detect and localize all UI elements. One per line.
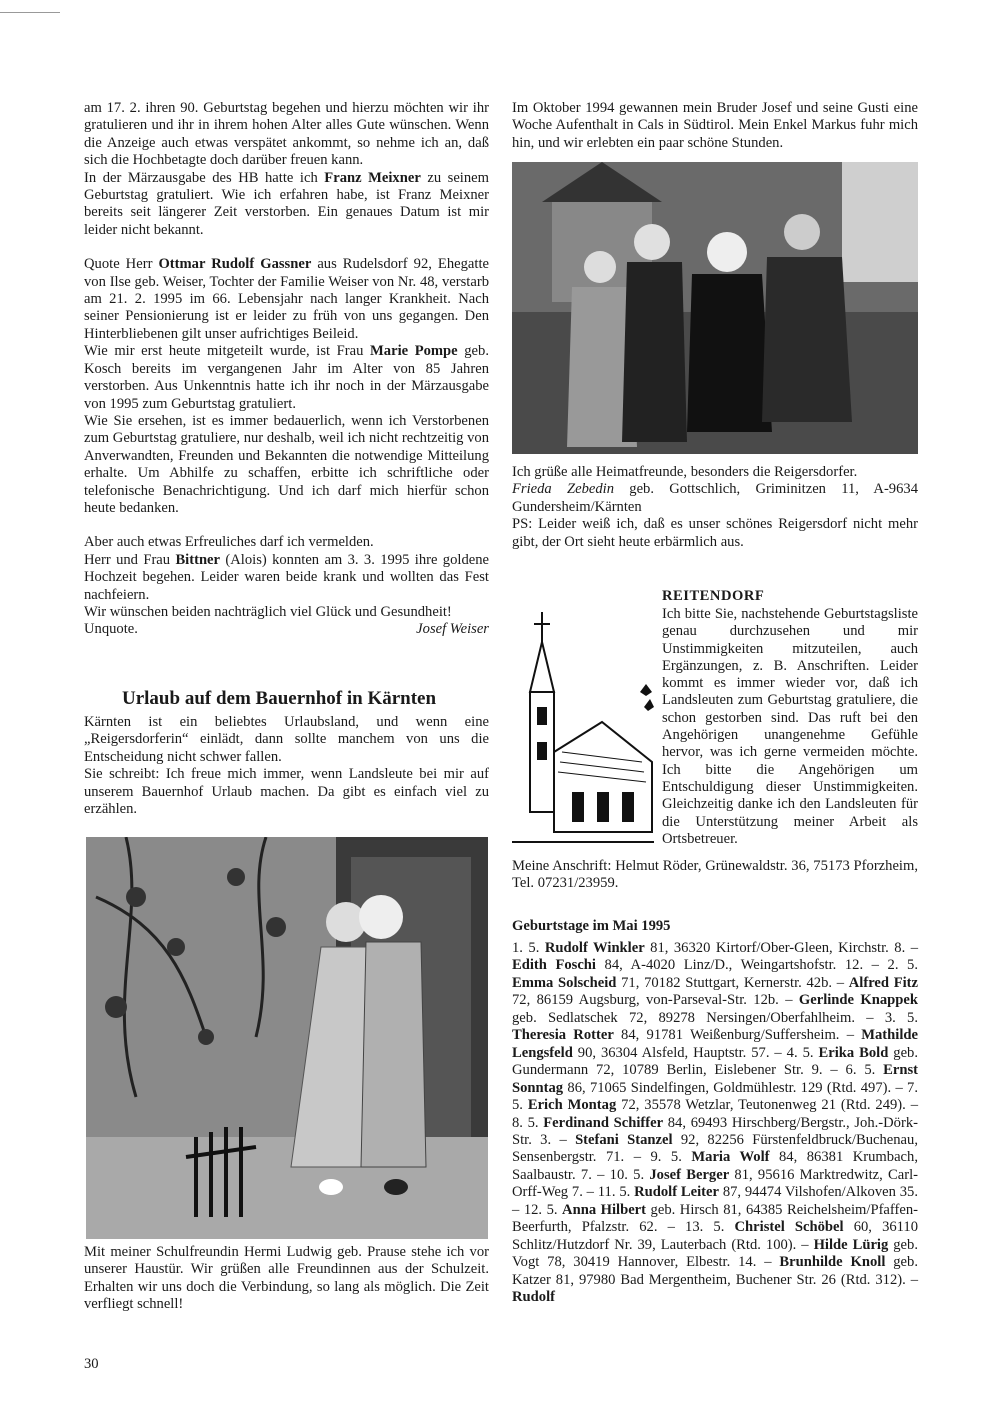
- birthday-details: 87, 94474 Vilshofen/Alkoven 35. – 12. 5.: [512, 1184, 918, 1218]
- paragraph: Herr und Frau Bittner (Alois) konnten am 3. 3. 1995 ihre goldene Hochzeit begehen. Leider waren beide krank und wollten das Fest nachfeiern.: [84, 551, 489, 603]
- church-drawing: [512, 612, 654, 848]
- paragraph: In der Märzausgabe des HB hatte ich Franz Meixner zu seinem Geburtstag gratuliert. Wie ich erfahren habe, ist Franz Meixner bereits seit längerer Zeit verstorben. Ein genaues Datum ist mir leider nicht bekannt.: [84, 169, 489, 238]
- right-photo-caption: [512, 464, 918, 551]
- photo-caption: Mit meiner Schulfreundin Hermi Ludwig geb. Prause stehe ich vor unserer Haustür. Wir grüßen alle Freundinnen aus der Schulzeit. Erhalten wir uns doch die Verbindung, so lang als möglich. Die Zeit verfliegt schnell!: [84, 1244, 489, 1313]
- birthday-details: 81, 36320 Kirtorf/Ober-Gleen, Kirchstr. 8. –: [644, 940, 919, 956]
- birthday-name: Stefani Stanzel: [575, 1131, 673, 1148]
- birthday-list: [512, 940, 918, 1307]
- person-name: Marie Pompe: [370, 343, 458, 360]
- photo-illustration: [512, 162, 918, 454]
- paragraph: Aber auch etwas Erfreuliches darf ich vermelden.: [84, 534, 374, 551]
- birthday-details: 90, 36304 Alsfeld, Hauptstr. 57. – 4. 5.: [572, 1044, 819, 1061]
- birthday-name: Erich Montag: [527, 1097, 617, 1114]
- greeting: Ich grüße alle Heimatfreunde, besonders die Reigersdorfer.: [512, 464, 858, 480]
- reitendorf-text: Ich bitte Sie, nachstehende Geburtstagsliste genau durchzusehen und mir Unstimmigkeiten mitzuteilen, auch Ergänzungen, z. B. Anschriften. Leider kommt es immer wieder vor, daß ich Landsleuten zum Geburtstag gratuliere, die schon gestorben sind. Das ruft bei den Angehörigen unangenehme Gefühle hervor, was ich gerne vermeiden möchte. Ich bitte die Angehörigen um Entschuldigung dieser Unstimmigkeiten. Gleichzeitig danke ich den Landsleuten für die Unterstützung meiner Arbeit als Ortsbetreuer.: [662, 606, 918, 847]
- birthday-name: Rudolf Leiter: [634, 1184, 719, 1201]
- photo-group-in-south-tyrol: [512, 162, 918, 454]
- birthday-details: geb. Katzer 81, 97980 Bad Mergentheim, Buchener Str. 26 (Rtd. 312). –: [512, 1254, 918, 1288]
- contact-address: Meine Anschrift: Helmut Röder, Grünewaldstr. 36, 75173 Pforzheim, Tel. 07231/23959.: [512, 858, 918, 892]
- person-name: Ottmar Rudolf Gassner: [158, 256, 312, 273]
- birthday-name: Maria Wolf: [691, 1149, 770, 1166]
- article-heading: Urlaub auf dem Bauernhof in Kärnten: [122, 688, 437, 709]
- birthday-name: Gerlinde Knappek: [798, 992, 918, 1009]
- birthday-name: Ferdinand Schiffer: [543, 1114, 664, 1131]
- paragraph: Wie mir erst heute mitgeteilt wurde, ist Frau Marie Pompe geb. Kosch bereits im vergangenen Jahr im Alter von 85 Jahren verstorben. Aus Unkenntnis hatte ich ihr noch in der Märzausgabe von 1995 zum Geburtstag gratuliert.: [84, 343, 489, 412]
- birthday-name: Hilde Lürig: [813, 1236, 889, 1253]
- paragraph: Kärnten ist ein beliebtes Urlaubsland, und wenn eine „Reigersdorferin“ einlädt, dann sollte manchem von uns die Entscheidung nicht schwer fallen.: [84, 714, 489, 765]
- signature: Josef Weiser: [416, 621, 489, 638]
- photo-illustration: [86, 837, 488, 1239]
- birthday-details: 84, A-4020 Linz/D., Weingartshofstr. 12. – 2. 5.: [595, 957, 918, 974]
- birthday-details: 84, 86381 Krumbach, Saalbaustr. 7. – 10. 5.: [512, 1149, 918, 1183]
- right-column-intro: [512, 100, 918, 152]
- paragraph: Sie schreibt: Ich freue mich immer, wenn Landsleute bei mir auf unserem Bauernhof Urlaub machen. Da gibt es einfach viel zu erzählen.: [84, 766, 489, 818]
- birthday-name: Ernst Sonntag: [512, 1062, 918, 1096]
- person-name: Franz Meixner: [324, 169, 421, 186]
- birthday-name: Mathilde Lengsfeld: [512, 1027, 918, 1061]
- birthday-name: Theresia Rotter: [512, 1027, 614, 1044]
- birthday-name: Christel Schöbel: [734, 1219, 844, 1236]
- paragraph: am 17. 2. ihren 90. Geburtstag begehen und hierzu möchten wir ihr gratulieren und ihr in ihrem hohen Alter alles Gute wünschen. Wenn die Anzeige auch etwas verspätet ankommt, so nehme ich an, daß sich die Hochbetagte doch darüber freuen kann.: [84, 100, 489, 169]
- person-name: Bittner: [175, 551, 221, 568]
- left-column: [84, 100, 489, 639]
- top-rule: [0, 12, 60, 13]
- birthday-name: Rudolf Winkler: [544, 940, 645, 956]
- photo-two-women-at-door: [86, 837, 488, 1239]
- birthday-name: Brunhilde Knoll: [779, 1254, 886, 1271]
- paragraph: Unquote. Josef Weiser: [84, 621, 489, 638]
- paragraph: Wir wünschen beiden nachträglich viel Glück und Gesundheit!: [84, 603, 452, 620]
- birthday-name: Alfred Fitz: [848, 974, 918, 991]
- section-title-reitendorf: REITENDORF: [662, 588, 765, 604]
- birthday-details: geb. Gundermann 72, 10789 Berlin, Eislebener Str. 9. – 6. 5.: [512, 1044, 919, 1079]
- birthday-details: 92, 82256 Fürstenfeldbruck/Buchenau, Sensenbergstr. 71. – 9. 5.: [512, 1131, 918, 1166]
- author-name: Frieda Zebedin: [512, 481, 615, 498]
- paragraph: Im Oktober 1994 gewannen mein Bruder Josef und seine Gusti eine Woche Aufenthalt in Cals in Südtirol. Mein Enkel Markus fuhr mich hin, und wir erlebten ein paar schöne Stunden.: [512, 100, 918, 151]
- birthday-details: geb. Vogt 78, 30419 Hannover, Elbestr. 14. –: [512, 1236, 918, 1271]
- birthday-details: 86, 71065 Sindelfingen, Goldmühlestr. 129 (Rtd. 497). – 7. 5.: [512, 1079, 918, 1114]
- birthday-name: Anna Hilbert: [562, 1201, 647, 1218]
- birthday-details: 71, 70182 Stuttgart, Kernerstr. 42b. –: [616, 974, 849, 991]
- birthday-name: Erika Bold: [818, 1044, 889, 1061]
- birthday-details: 81, 95616 Marktredwitz, Carl-Orff-Weg 7. – 11. 5.: [512, 1166, 918, 1201]
- birthday-name: Josef Berger: [649, 1166, 730, 1183]
- article-body: [84, 714, 489, 818]
- birthdays-title: Geburtstage im Mai 1995: [512, 918, 671, 934]
- birthday-name: Rudolf: [512, 1289, 555, 1306]
- birthday-details: geb. Hirsch 81, 64385 Reichelsheim/Pfaffen-Beerfurth, Pfalzstr. 62. – 13. 5.: [512, 1201, 918, 1236]
- birthday-details: geb. Sedlatschek 72, 89278 Nersingen/Oberfahlheim. – 3. 5.: [512, 1009, 918, 1026]
- birthday-details: 84, 91781 Weißenburg/Suffersheim. –: [613, 1027, 862, 1044]
- page-number: 30: [84, 1356, 99, 1372]
- birthday-details: 84, 69493 Hirschberg/Bergstr., Joh.-Dörk-Str. 3. –: [512, 1114, 918, 1148]
- paragraph: Quote Herr Ottmar Rudolf Gassner aus Rudelsdorf 92, Ehegatte von Ilse geb. Weiser, Tochter der Familie Weiser von Nr. 48, verstarb am 21. 2. 1995 im 66. Lebensjahr nach langer Krankheit. Nach seiner Pensionierung ist er leider zu früh von uns gegangen. Den Hinterbliebenen gilt unser aufrichtiges Beileid.: [84, 256, 489, 342]
- postscript: PS: Leider weiß ich, daß es unser schönes Reigersdorf nicht mehr gibt, der Ort sieht heute erbärmlich aus.: [512, 516, 918, 550]
- birthday-date: 1. 5.: [512, 940, 545, 956]
- birthday-details: 72, 35578 Wetzlar, Teutonenweg 21 (Rtd. 249). – 8. 5.: [512, 1097, 918, 1131]
- birthday-details: 72, 86159 Augsburg, von-Parseval-Str. 12b. –: [512, 992, 799, 1009]
- paragraph: Wie Sie ersehen, ist es immer bedauerlich, wenn ich Verstorbenen zum Geburtstag gratuliere, nur deshalb, weil ich nicht rechtzeitig von Anverwandten, Freunden und Bekannten die notwendige Mitteilung erhalte. Um Abhilfe zu schaffen, erbitte ich schriftliche oder telefonische Benachrichtigung. Und ich darf mich hierfür schon heute bedanken.: [84, 412, 489, 516]
- author-line: Frieda Zebedin geb. Gottschlich, Griminitzen 11, A-9634 Gundersheim/Kärnten: [512, 481, 918, 515]
- birthday-name: Emma Solscheid: [512, 974, 617, 991]
- birthday-details: 60, 36110 Schlitz/Hutzdorf Nr. 39, Lauterbach (Rtd. 100). –: [512, 1219, 919, 1253]
- birthday-name: Edith Foschi: [512, 957, 596, 974]
